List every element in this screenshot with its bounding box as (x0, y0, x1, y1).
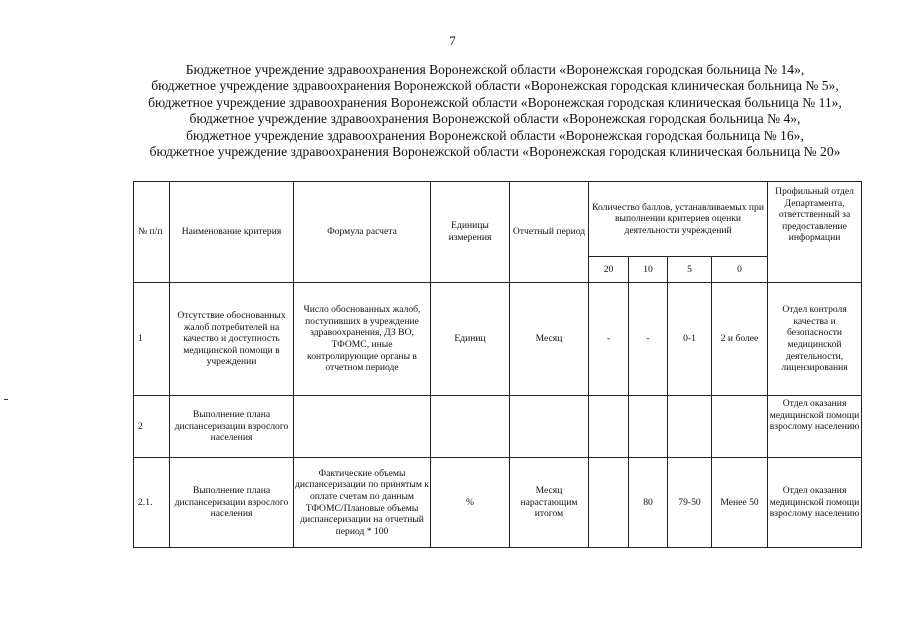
criteria-table (133, 181, 862, 548)
heading-line: бюджетное учреждение здравоохранения Воронежской области «Воронежская городская клиническая больница № 5», (151, 78, 839, 94)
row-num: 2.1. (134, 458, 170, 548)
row-score (712, 396, 768, 458)
row-period (510, 396, 589, 458)
row-score (629, 396, 668, 458)
row-dept: Отдел оказания медицинской помощи взрослому населению (768, 396, 862, 458)
row-score: 2 и более (712, 283, 768, 396)
header-num: № п/п (134, 182, 170, 283)
row-unit: Единиц (431, 283, 510, 396)
row-unit: % (431, 458, 510, 548)
row-score: - (629, 283, 668, 396)
row-formula: Число обоснованных жалоб, поступивших в учреждение здравоохранения, ДЗ ВО, ТФОМС, иные контролирующие органы в отчетном периоде (294, 283, 431, 396)
row-name: Выполнение плана диспансеризации взрослого населения (170, 458, 294, 548)
row-period: Месяц нарастающим итогом (510, 458, 589, 548)
row-formula: Фактические объемы диспансеризации по принятым к оплате счетам по данным ТФОМС/Плановые объемы диспансеризации на отчетный период * 100 (294, 458, 431, 548)
row-formula (294, 396, 431, 458)
table-row (134, 396, 862, 458)
header-formula: Формула расчета (294, 182, 431, 283)
document-heading (70, 62, 905, 160)
table-row (134, 458, 862, 548)
row-name: Отсутствие обоснованных жалоб потребителей на качество и доступность медицинской помощи в учреждении (170, 283, 294, 396)
row-period: Месяц (510, 283, 589, 396)
header-name: Наименование критерия (170, 182, 294, 283)
header-unit: Единицы измерения (431, 182, 510, 283)
row-score: - (589, 283, 629, 396)
scan-mark (4, 399, 8, 400)
row-score: Менее 50 (712, 458, 768, 548)
row-score (589, 458, 629, 548)
row-score: 80 (629, 458, 668, 548)
page-number: 7 (449, 33, 456, 48)
row-score: 79-50 (668, 458, 712, 548)
table-row (134, 283, 862, 396)
row-score: 0-1 (668, 283, 712, 396)
row-name: Выполнение плана диспансеризации взрослого населения (170, 396, 294, 458)
row-dept: Отдел оказания медицинской помощи взрослому населению (768, 458, 862, 548)
row-num: 2 (134, 396, 170, 458)
header-score: 5 (668, 257, 712, 283)
heading-line: бюджетное учреждение здравоохранения Воронежской области «Воронежская городская клиническая больница № 11», (148, 94, 842, 110)
header-dept: Профильный отдел Департамента, ответственный за предоставление информации (768, 182, 862, 283)
header-score-group: Количество баллов, устанавливаемых при выполнении критериев оценки деятельности учреждений (589, 182, 768, 257)
row-unit (431, 396, 510, 458)
table-header-row (134, 182, 862, 257)
header-score: 0 (712, 257, 768, 283)
row-num: 1 (134, 283, 170, 396)
heading-line: бюджетное учреждение здравоохранения Воронежской области «Воронежская городская больница № 16», (186, 127, 804, 143)
header-score: 20 (589, 257, 629, 283)
header-score: 10 (629, 257, 668, 283)
row-dept: Отдел контроля качества и безопасности медицинской деятельности, лицензирования (768, 283, 862, 396)
header-period: Отчетный период (510, 182, 589, 283)
heading-line: Бюджетное учреждение здравоохранения Воронежской области «Воронежская городская больница № 14», (185, 62, 805, 77)
heading-line: бюджетное учреждение здравоохранения Воронежской области «Воронежская городская клиническая больница № 20» (149, 144, 841, 160)
row-score (668, 396, 712, 458)
heading-line: бюджетное учреждение здравоохранения Воронежской области «Воронежская городская больница № 4», (189, 111, 801, 127)
row-score (589, 396, 629, 458)
